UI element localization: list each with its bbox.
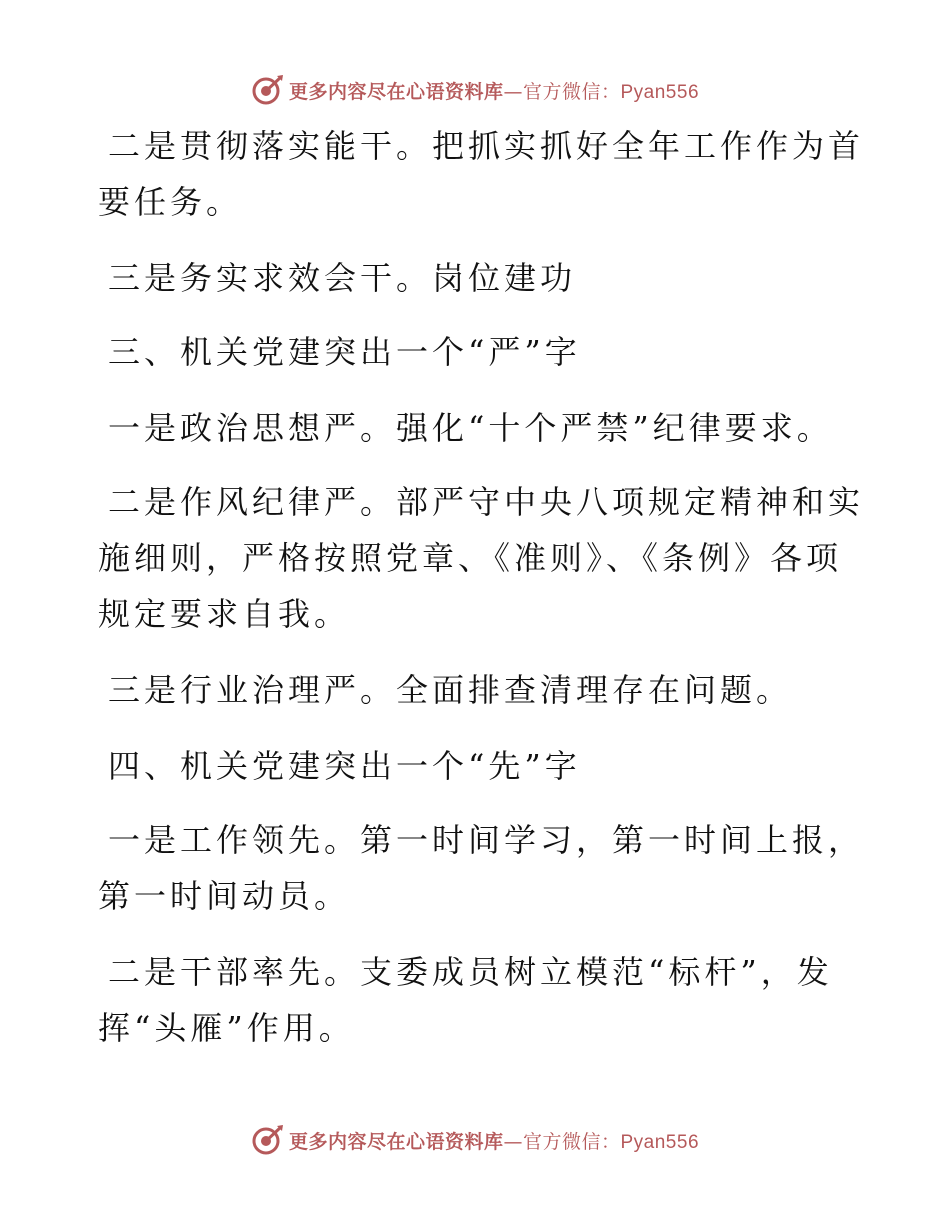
- footer-watermark: [0, 1122, 950, 1158]
- paragraph-line: 三是务实求效会干。岗位建功: [108, 259, 577, 297]
- paragraph-line: 规定要求自我。: [98, 595, 351, 633]
- paragraph-8: [98, 812, 865, 924]
- paragraph-9: [98, 944, 858, 1056]
- paragraph-line: 第一时间动员。: [98, 877, 351, 915]
- paragraph-line: 施细则，严格按照党章、《准则》、《条例》各项: [98, 539, 843, 577]
- paragraph-2: [98, 250, 858, 306]
- paragraph-line: 一是政治思想严。强化“十个严禁”纪律要求。: [108, 409, 833, 447]
- section-heading-3: [98, 324, 858, 380]
- watermark-text: [289, 1127, 699, 1154]
- paragraph-4: [98, 400, 858, 456]
- pen-logo-icon: [251, 73, 285, 107]
- watermark-label: —官方微信：: [503, 1130, 621, 1153]
- section-heading-line: 三、机关党建突出一个“严”字: [108, 333, 581, 371]
- watermark-brand: 更多内容尽在心语资料库: [288, 1130, 504, 1153]
- paragraph-5: [98, 474, 865, 642]
- watermark-text: [289, 77, 699, 104]
- paragraph-line: 要任务。: [98, 183, 243, 221]
- header-watermark: [0, 72, 950, 108]
- pen-logo-icon: [251, 1123, 285, 1157]
- paragraph-1: [98, 118, 865, 230]
- paragraph-6: [98, 662, 858, 718]
- watermark-wechat-id: Pyan556: [620, 1131, 700, 1153]
- paragraph-line: 三是行业治理严。全面排查清理存在问题。: [108, 671, 793, 709]
- watermark-label: —官方微信：: [503, 80, 621, 103]
- paragraph-line: 挥“头雁”作用。: [98, 1009, 355, 1047]
- paragraph-line: 二是贯彻落实能干。把抓实抓好全年工作作为首: [108, 127, 865, 165]
- watermark-wechat-id: Pyan556: [620, 81, 700, 103]
- section-heading-line: 四、机关党建突出一个“先”字: [108, 747, 581, 785]
- watermark-brand: 更多内容尽在心语资料库: [288, 80, 504, 103]
- paragraph-line: 二是干部率先。支委成员树立模范“标杆”，发: [108, 953, 833, 991]
- paragraph-line: 二是作风纪律严。部严守中央八项规定精神和实: [108, 483, 865, 521]
- paragraph-line: 一是工作领先。第一时间学习，第一时间上报，: [108, 821, 865, 859]
- section-heading-4: [98, 738, 858, 794]
